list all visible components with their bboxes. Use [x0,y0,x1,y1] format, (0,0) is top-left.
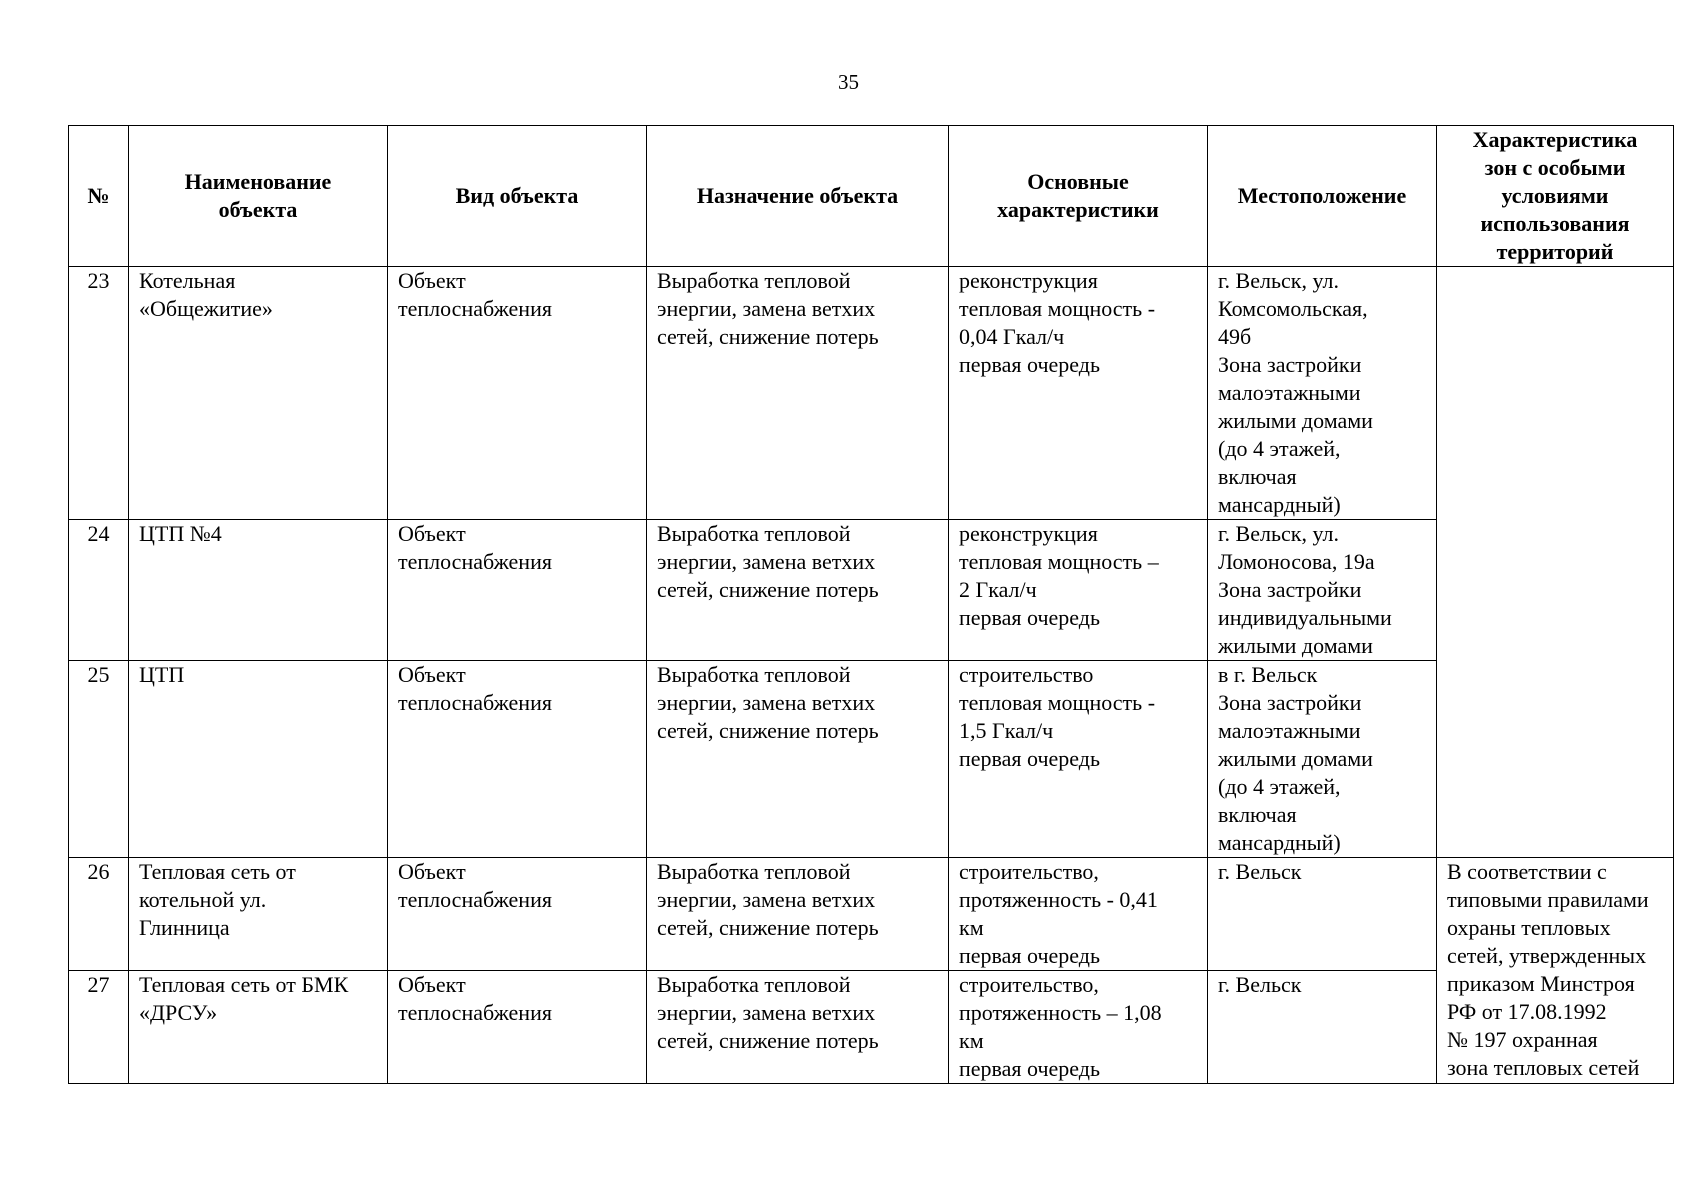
row-number: 26 [69,858,129,971]
object-purpose: Выработка тепловой энергии, замена ветхих сетей, снижение потерь [647,267,949,520]
object-type: Объект теплоснабжения [388,520,647,661]
header-name: Наименование объекта [129,126,388,267]
object-type: Объект теплоснабжения [388,971,647,1084]
zone-cell-empty [1437,267,1674,858]
header-zones: Характеристика зон с особыми условиями использования территорий [1437,126,1674,267]
object-characteristics: реконструкция тепловая мощность – 2 Гкал/ч первая очередь [949,520,1208,661]
zone-note: В соответствии с типовыми правилами охраны тепловых сетей, утвержденных приказом Минстроя РФ от 17.08.1992 № 197 охранная зона тепловых сетей [1437,858,1674,1084]
row-number: 23 [69,267,129,520]
row-number: 25 [69,661,129,858]
header-location: Местоположение [1208,126,1437,267]
header-characteristics: Основные характеристики [949,126,1208,267]
object-name: ЦТП [129,661,388,858]
objects-table [68,125,1674,1084]
object-purpose: Выработка тепловой энергии, замена ветхих сетей, снижение потерь [647,971,949,1084]
object-location: г. Вельск [1208,971,1437,1084]
table-row [69,858,1674,971]
object-name: ЦТП №4 [129,520,388,661]
object-purpose: Выработка тепловой энергии, замена ветхих сетей, снижение потерь [647,520,949,661]
object-location: г. Вельск [1208,858,1437,971]
row-number: 24 [69,520,129,661]
object-type: Объект теплоснабжения [388,267,647,520]
header-number: № [69,126,129,267]
object-type: Объект теплоснабжения [388,858,647,971]
object-characteristics: строительство, протяженность - 0,41 км первая очередь [949,858,1208,971]
object-name: Тепловая сеть от БМК «ДРСУ» [129,971,388,1084]
object-type: Объект теплоснабжения [388,661,647,858]
object-name: Котельная «Общежитие» [129,267,388,520]
object-characteristics: реконструкция тепловая мощность - 0,04 Гкал/ч первая очередь [949,267,1208,520]
object-location: г. Вельск, ул. Комсомольская, 49б Зона застройки малоэтажными жилыми домами (до 4 этажей, включая мансардный) [1208,267,1437,520]
table-header-row [69,126,1674,267]
page-number: 35 [838,70,859,94]
object-location: г. Вельск, ул. Ломоносова, 19а Зона застройки индивидуальными жилыми домами [1208,520,1437,661]
table-row [69,971,1674,1084]
header-purpose: Назначение объекта [647,126,949,267]
object-purpose: Выработка тепловой энергии, замена ветхих сетей, снижение потерь [647,661,949,858]
object-purpose: Выработка тепловой энергии, замена ветхих сетей, снижение потерь [647,858,949,971]
header-type: Вид объекта [388,126,647,267]
table-row [69,267,1674,520]
table-row [69,520,1674,661]
object-name: Тепловая сеть от котельной ул. Глинница [129,858,388,971]
row-number: 27 [69,971,129,1084]
table-row [69,661,1674,858]
object-characteristics: строительство, протяженность – 1,08 км первая очередь [949,971,1208,1084]
object-location: в г. Вельск Зона застройки малоэтажными жилыми домами (до 4 этажей, включая мансардный) [1208,661,1437,858]
object-characteristics: строительство тепловая мощность - 1,5 Гкал/ч первая очередь [949,661,1208,858]
